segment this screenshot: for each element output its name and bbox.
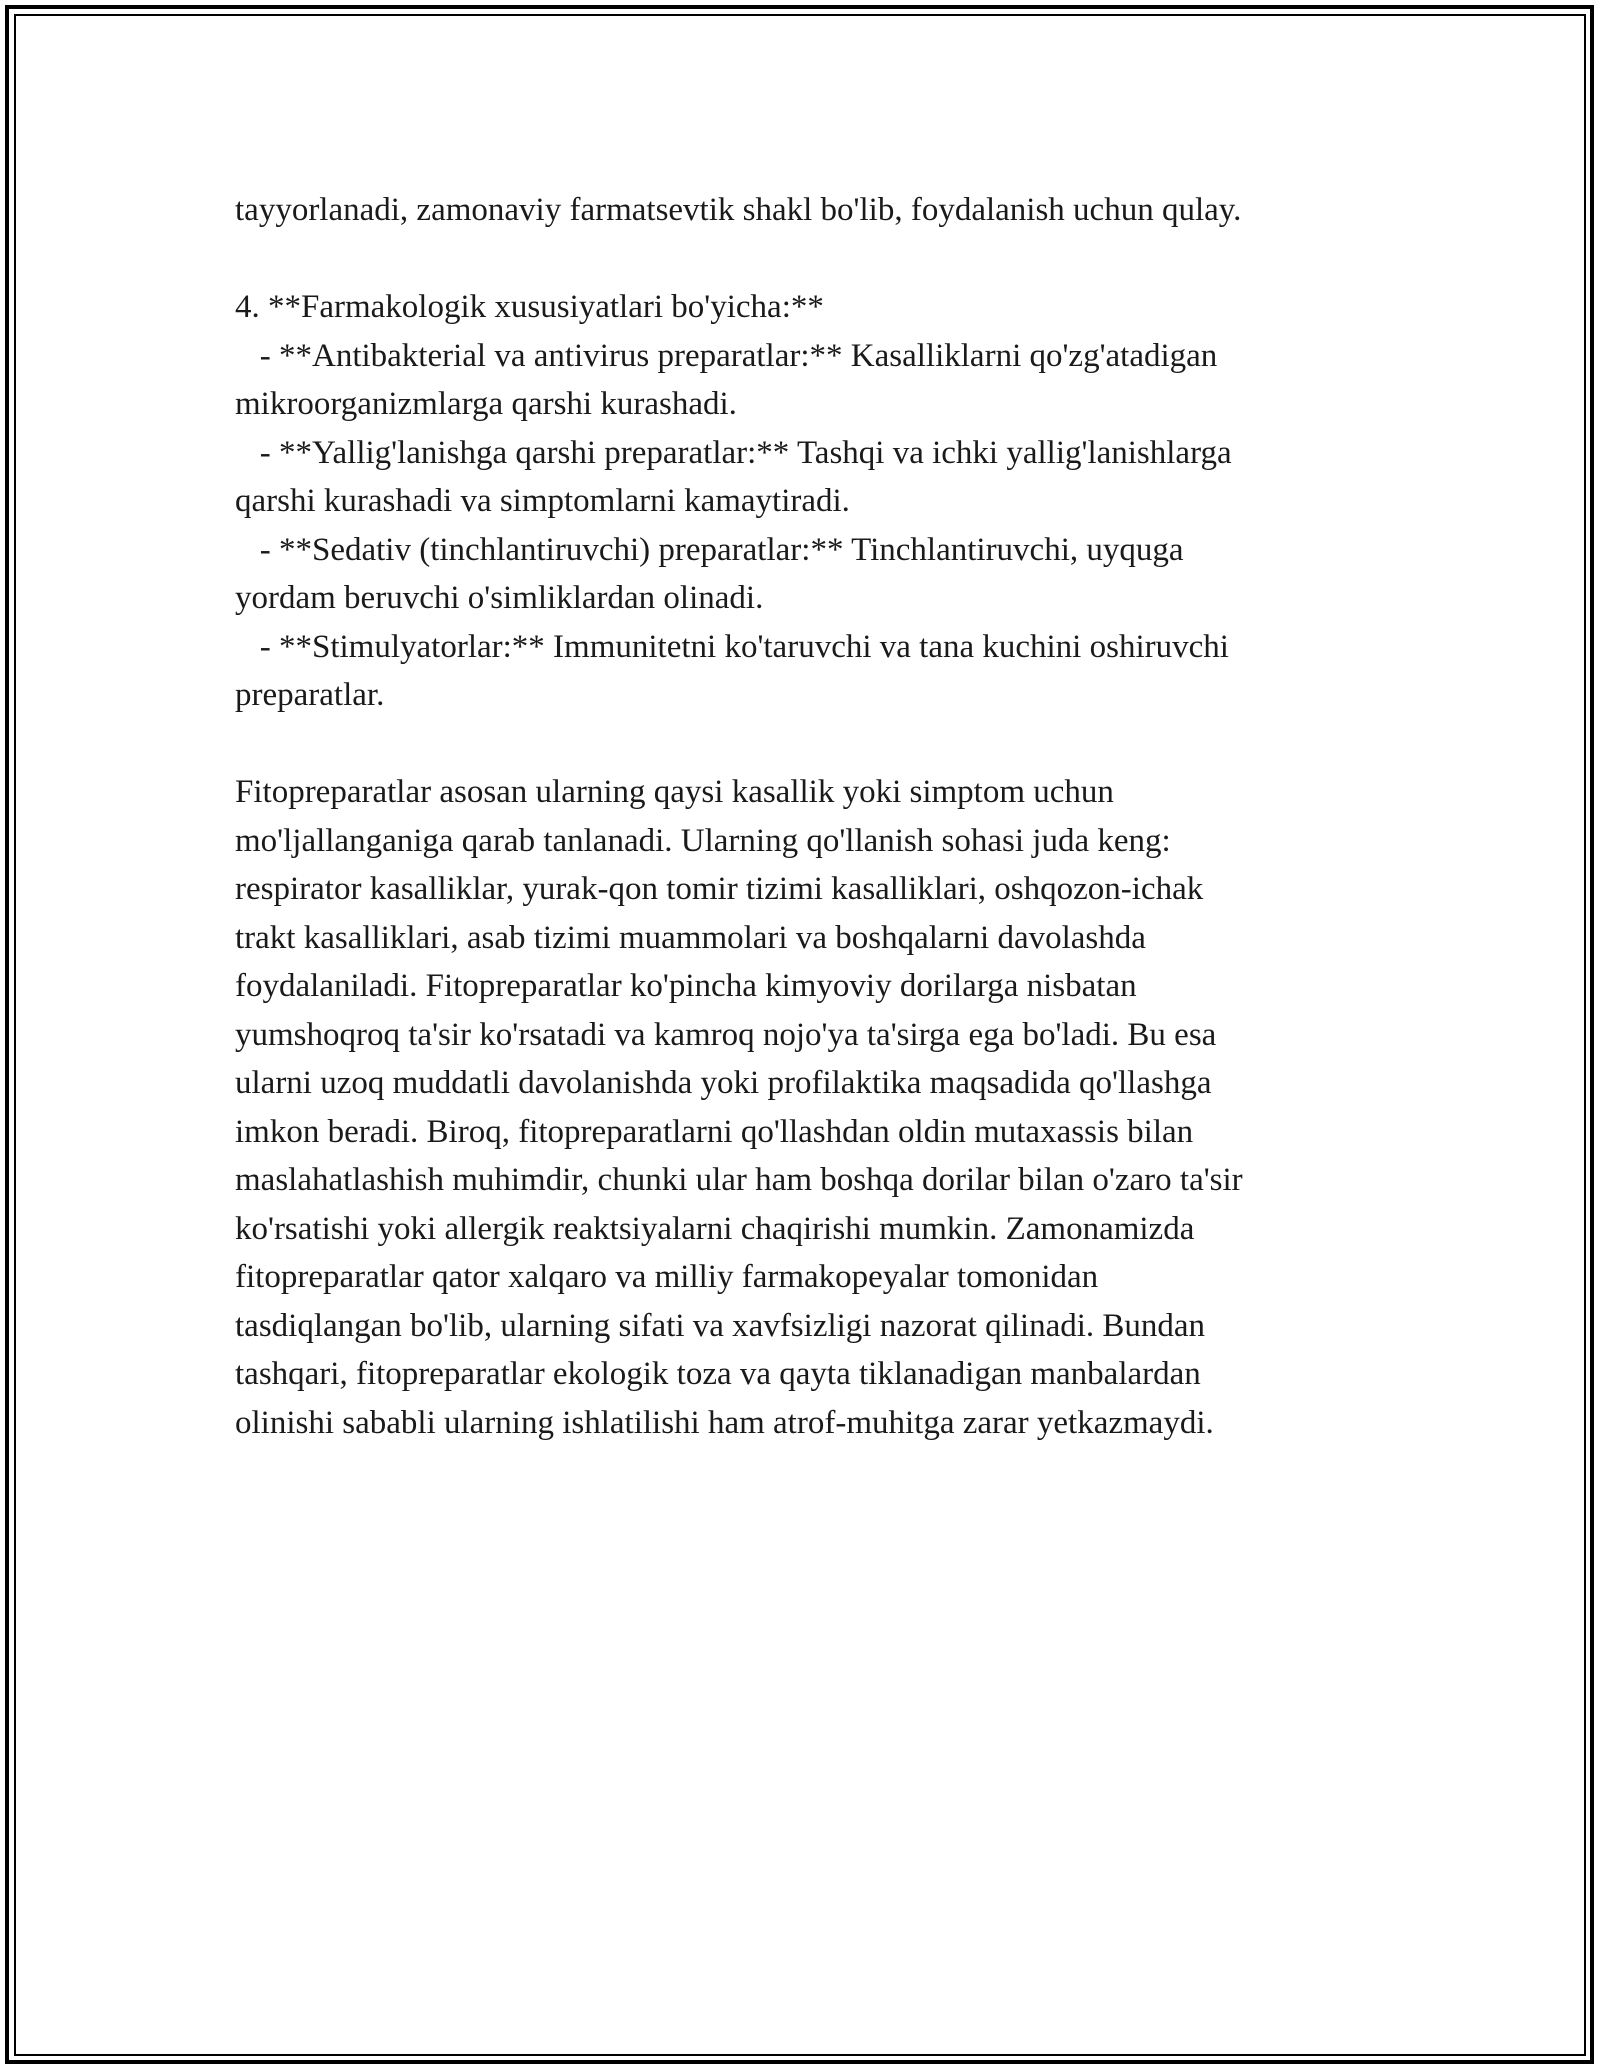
paragraph-line: tashqari, fitopreparatlar ekologik toza va qayta tiklanadigan manbalardan: [235, 1356, 1201, 1392]
paragraph-line: imkon beradi. Biroq, fitopreparatlarni qo'llashdan oldin mutaxassis bilan: [235, 1113, 1194, 1150]
list-item: - **Antibakterial va antivirus preparatlar:** Kasalliklarni qo'zg'atadigan: [235, 337, 1218, 374]
list-item: - **Yallig'lanishga qarshi preparatlar:** Tashqi va ichki yallig'lanishlarga: [235, 434, 1232, 471]
paragraph-line: ularni uzoq muddatli davolanishda yoki profilaktika maqsadida qo'llashga: [235, 1065, 1212, 1101]
paragraph-line: Fitopreparatlar asosan ularning qaysi kasallik yoki simptom uchun: [235, 774, 1114, 810]
text-line: tayyorlanadi, zamonaviy farmatsevtik shakl bo'lib, foydalanish uchun qulay.: [235, 192, 1242, 228]
list-heading: 4. **Farmakologik xususiyatlari bo'yicha:**: [235, 289, 824, 325]
paragraph-line: ko'rsatishi yoki allergik reaktsiyalarni chaqirishi mumkin. Zamonamizda: [235, 1210, 1195, 1247]
text-line: preparatlar.: [235, 677, 385, 713]
paragraph-line: maslahatlashish muhimdir, chunki ular ham boshqa dorilar bilan o'zaro ta'sir: [235, 1162, 1243, 1198]
paragraph-line: fitopreparatlar qator xalqaro va milliy farmakopeyalar tomonidan: [235, 1259, 1099, 1295]
list-item: - **Stimulyatorlar:** Immunitetni ko'taruvchi va tana kuchini oshiruvchi: [235, 628, 1229, 665]
document-body: [235, 186, 1375, 1447]
text-line: mikroorganizmlarga qarshi kurashadi.: [235, 386, 737, 422]
text-line: yordam beruvchi o'simliklardan olinadi.: [235, 580, 764, 616]
text-line: qarshi kurashadi va simptomlarni kamaytiradi.: [235, 483, 850, 519]
blank-line: [235, 235, 1375, 284]
list-item: - **Sedativ (tinchlantiruvchi) preparatlar:** Tinchlantiruvchi, uyquga: [235, 531, 1184, 568]
blank-line: [235, 720, 1375, 769]
paragraph-line: trakt kasalliklari, asab tizimi muammolari va boshqalarni davolashda: [235, 919, 1146, 956]
paragraph-line: foydalaniladi. Fitopreparatlar ko'pincha kimyoviy dorilarga nisbatan: [235, 968, 1137, 1004]
paragraph-line: yumshoqroq ta'sir ko'rsatadi va kamroq nojo'ya ta'sirga ega bo'ladi. Bu esa: [235, 1016, 1217, 1053]
paragraph-line: mo'ljallanganiga qarab tanlanadi. Ularning qo'llanish sohasi juda keng:: [235, 822, 1171, 859]
paragraph-line: tasdiqlangan bo'lib, ularning sifati va xavfsizligi nazorat qilinadi. Bundan: [235, 1307, 1206, 1344]
paragraph-line: respirator kasalliklar, yurak-qon tomir tizimi kasalliklari, oshqozon-ichak: [235, 871, 1204, 907]
paragraph-line: olinishi sababli ularning ishlatilishi ham atrof-muhitga zarar yetkazmaydi.: [235, 1404, 1214, 1441]
